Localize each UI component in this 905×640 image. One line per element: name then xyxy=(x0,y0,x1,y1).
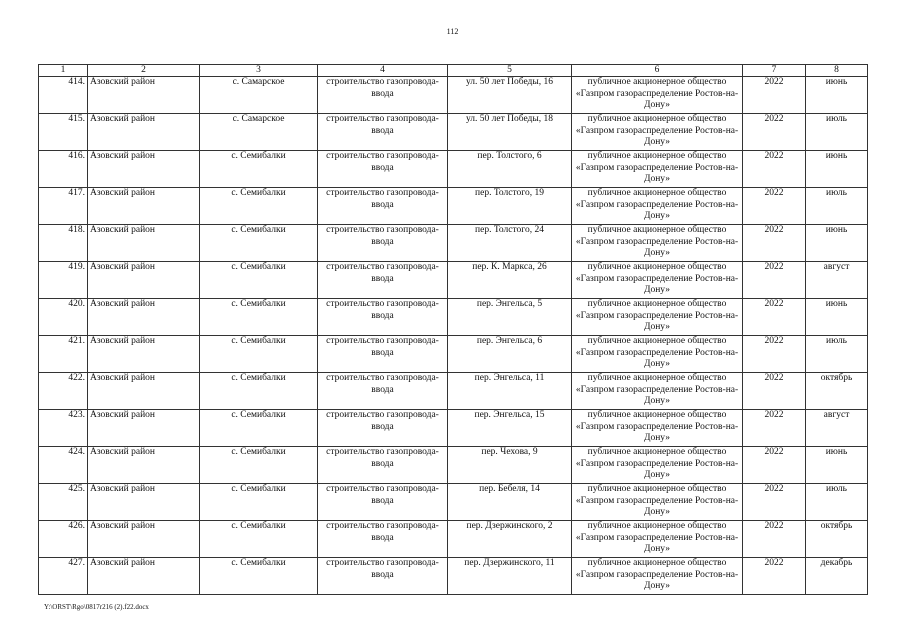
address-cell: пер. Энгельса, 5 xyxy=(448,299,572,336)
column-header: 1 xyxy=(39,65,88,77)
row-number-cell: 422. xyxy=(39,373,88,410)
table-row xyxy=(39,225,868,262)
column-header: 3 xyxy=(200,65,318,77)
organization-cell: публичное акционерное общество «Газпром газораспределение Ростов-на-Дону» xyxy=(572,447,743,484)
year-cell: 2022 xyxy=(743,558,806,595)
district-cell: Азовский район xyxy=(88,225,200,262)
district-cell: Азовский район xyxy=(88,521,200,558)
row-number-cell: 425. xyxy=(39,484,88,521)
column-number-row xyxy=(39,65,868,77)
address-cell: пер. Дзержинского, 2 xyxy=(448,521,572,558)
month-cell: август xyxy=(806,262,868,299)
table-row xyxy=(39,447,868,484)
organization-cell: публичное акционерное общество «Газпром газораспределение Ростов-на-Дону» xyxy=(572,151,743,188)
month-cell: июнь xyxy=(806,77,868,114)
table-row xyxy=(39,262,868,299)
address-cell: пер. Толстого, 24 xyxy=(448,225,572,262)
month-cell: декабрь xyxy=(806,558,868,595)
address-cell: ул. 50 лет Победы, 16 xyxy=(448,77,572,114)
column-header: 4 xyxy=(318,65,448,77)
locality-cell: с. Семибалки xyxy=(200,225,318,262)
organization-cell: публичное акционерное общество «Газпром газораспределение Ростов-на-Дону» xyxy=(572,114,743,151)
table-row xyxy=(39,373,868,410)
row-number-cell: 423. xyxy=(39,410,88,447)
year-cell: 2022 xyxy=(743,521,806,558)
month-cell: октябрь xyxy=(806,521,868,558)
locality-cell: с. Семибалки xyxy=(200,484,318,521)
locality-cell: с. Семибалки xyxy=(200,410,318,447)
year-cell: 2022 xyxy=(743,410,806,447)
work-type-cell: строительство газопровода-ввода xyxy=(318,336,448,373)
row-number-cell: 414. xyxy=(39,77,88,114)
work-type-cell: строительство газопровода-ввода xyxy=(318,225,448,262)
district-cell: Азовский район xyxy=(88,336,200,373)
column-header: 2 xyxy=(88,65,200,77)
locality-cell: с. Самарское xyxy=(200,114,318,151)
organization-cell: публичное акционерное общество «Газпром газораспределение Ростов-на-Дону» xyxy=(572,484,743,521)
row-number-cell: 416. xyxy=(39,151,88,188)
table-row xyxy=(39,521,868,558)
work-type-cell: строительство газопровода-ввода xyxy=(318,521,448,558)
address-cell: пер. К. Маркса, 26 xyxy=(448,262,572,299)
district-cell: Азовский район xyxy=(88,151,200,188)
month-cell: июль xyxy=(806,484,868,521)
district-cell: Азовский район xyxy=(88,558,200,595)
work-type-cell: строительство газопровода-ввода xyxy=(318,299,448,336)
locality-cell: с. Семибалки xyxy=(200,151,318,188)
address-cell: пер. Толстого, 19 xyxy=(448,188,572,225)
district-cell: Азовский район xyxy=(88,373,200,410)
table-row xyxy=(39,114,868,151)
organization-cell: публичное акционерное общество «Газпром газораспределение Ростов-на-Дону» xyxy=(572,262,743,299)
year-cell: 2022 xyxy=(743,225,806,262)
organization-cell: публичное акционерное общество «Газпром газораспределение Ростов-на-Дону» xyxy=(572,299,743,336)
district-cell: Азовский район xyxy=(88,410,200,447)
row-number-cell: 418. xyxy=(39,225,88,262)
work-type-cell: строительство газопровода-ввода xyxy=(318,447,448,484)
locality-cell: с. Семибалки xyxy=(200,262,318,299)
district-cell: Азовский район xyxy=(88,299,200,336)
address-cell: пер. Чехова, 9 xyxy=(448,447,572,484)
district-cell: Азовский район xyxy=(88,114,200,151)
organization-cell: публичное акционерное общество «Газпром газораспределение Ростов-на-Дону» xyxy=(572,188,743,225)
district-cell: Азовский район xyxy=(88,484,200,521)
page-number: 112 xyxy=(446,27,459,36)
month-cell: июль xyxy=(806,188,868,225)
row-number-cell: 420. xyxy=(39,299,88,336)
row-number-cell: 419. xyxy=(39,262,88,299)
gas-pipeline-table xyxy=(38,64,868,595)
table-row xyxy=(39,336,868,373)
month-cell: июль xyxy=(806,336,868,373)
locality-cell: с. Семибалки xyxy=(200,558,318,595)
year-cell: 2022 xyxy=(743,299,806,336)
month-cell: июнь xyxy=(806,447,868,484)
year-cell: 2022 xyxy=(743,484,806,521)
locality-cell: с. Самарское xyxy=(200,77,318,114)
organization-cell: публичное акционерное общество «Газпром газораспределение Ростов-на-Дону» xyxy=(572,521,743,558)
month-cell: июнь xyxy=(806,225,868,262)
row-number-cell: 427. xyxy=(39,558,88,595)
address-cell: пер. Толстого, 6 xyxy=(448,151,572,188)
address-cell: пер. Дзержинского, 11 xyxy=(448,558,572,595)
locality-cell: с. Семибалки xyxy=(200,521,318,558)
table-row xyxy=(39,151,868,188)
table-body xyxy=(39,77,868,595)
work-type-cell: строительство газопровода-ввода xyxy=(318,151,448,188)
address-cell: пер. Бебеля, 14 xyxy=(448,484,572,521)
locality-cell: с. Семибалки xyxy=(200,373,318,410)
year-cell: 2022 xyxy=(743,373,806,410)
work-type-cell: строительство газопровода-ввода xyxy=(318,373,448,410)
organization-cell: публичное акционерное общество «Газпром газораспределение Ростов-на-Дону» xyxy=(572,336,743,373)
address-cell: пер. Энгельса, 6 xyxy=(448,336,572,373)
month-cell: июнь xyxy=(806,151,868,188)
table-row xyxy=(39,410,868,447)
row-number-cell: 424. xyxy=(39,447,88,484)
organization-cell: публичное акционерное общество «Газпром газораспределение Ростов-на-Дону» xyxy=(572,225,743,262)
month-cell: июль xyxy=(806,114,868,151)
address-cell: пер. Энгельса, 11 xyxy=(448,373,572,410)
column-header: 5 xyxy=(448,65,572,77)
table-row xyxy=(39,299,868,336)
column-header: 7 xyxy=(743,65,806,77)
work-type-cell: строительство газопровода-ввода xyxy=(318,114,448,151)
locality-cell: с. Семибалки xyxy=(200,447,318,484)
year-cell: 2022 xyxy=(743,114,806,151)
year-cell: 2022 xyxy=(743,336,806,373)
work-type-cell: строительство газопровода-ввода xyxy=(318,410,448,447)
district-cell: Азовский район xyxy=(88,447,200,484)
row-number-cell: 417. xyxy=(39,188,88,225)
year-cell: 2022 xyxy=(743,188,806,225)
work-type-cell: строительство газопровода-ввода xyxy=(318,77,448,114)
month-cell: август xyxy=(806,410,868,447)
row-number-cell: 426. xyxy=(39,521,88,558)
footer-file-path: Y:\ORST\Rgo\0817r216 (2).f22.docx xyxy=(44,603,149,611)
district-cell: Азовский район xyxy=(88,188,200,225)
column-header: 8 xyxy=(806,65,868,77)
table-row xyxy=(39,77,868,114)
table-row xyxy=(39,188,868,225)
year-cell: 2022 xyxy=(743,262,806,299)
row-number-cell: 421. xyxy=(39,336,88,373)
month-cell: июнь xyxy=(806,299,868,336)
organization-cell: публичное акционерное общество «Газпром газораспределение Ростов-на-Дону» xyxy=(572,373,743,410)
address-cell: ул. 50 лет Победы, 18 xyxy=(448,114,572,151)
month-cell: октябрь xyxy=(806,373,868,410)
year-cell: 2022 xyxy=(743,77,806,114)
district-cell: Азовский район xyxy=(88,77,200,114)
district-cell: Азовский район xyxy=(88,262,200,299)
table-row xyxy=(39,558,868,595)
work-type-cell: строительство газопровода-ввода xyxy=(318,484,448,521)
work-type-cell: строительство газопровода-ввода xyxy=(318,262,448,299)
organization-cell: публичное акционерное общество «Газпром газораспределение Ростов-на-Дону» xyxy=(572,77,743,114)
row-number-cell: 415. xyxy=(39,114,88,151)
column-header: 6 xyxy=(572,65,743,77)
table-row xyxy=(39,484,868,521)
work-type-cell: строительство газопровода-ввода xyxy=(318,188,448,225)
address-cell: пер. Энгельса, 15 xyxy=(448,410,572,447)
work-type-cell: строительство газопровода-ввода xyxy=(318,558,448,595)
organization-cell: публичное акционерное общество «Газпром газораспределение Ростов-на-Дону» xyxy=(572,410,743,447)
locality-cell: с. Семибалки xyxy=(200,188,318,225)
locality-cell: с. Семибалки xyxy=(200,336,318,373)
locality-cell: с. Семибалки xyxy=(200,299,318,336)
year-cell: 2022 xyxy=(743,151,806,188)
organization-cell: публичное акционерное общество «Газпром газораспределение Ростов-на-Дону» xyxy=(572,558,743,595)
year-cell: 2022 xyxy=(743,447,806,484)
